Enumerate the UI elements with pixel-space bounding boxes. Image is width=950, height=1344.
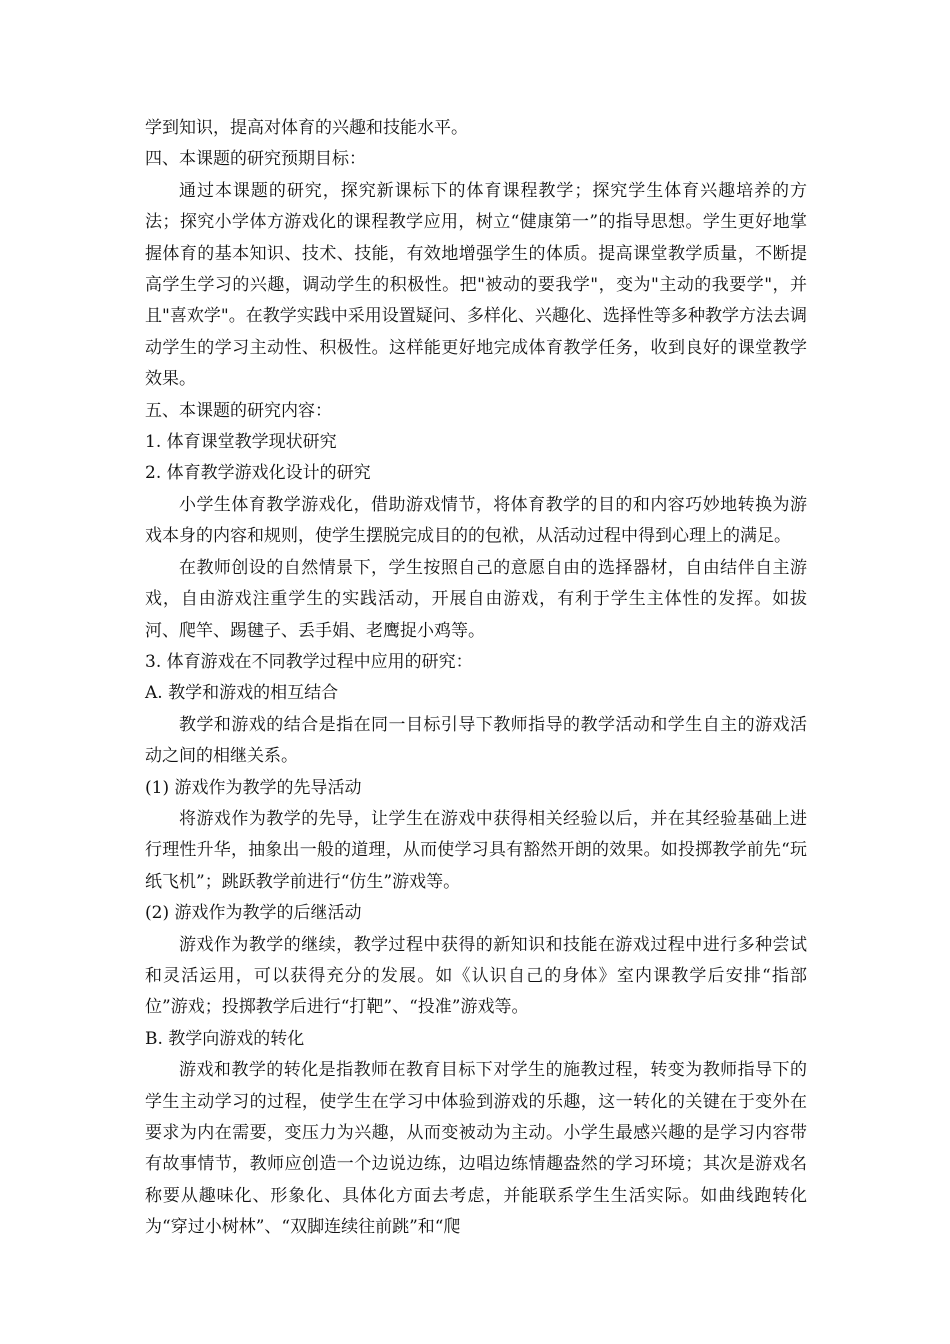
paragraph-combination: 教学和游戏的结合是指在同一目标引导下教师指导的教学活动和学生自主的游戏活动之间的相继关系。	[145, 714, 807, 767]
section-heading-4: 四、本课题的研究预期目标：	[145, 149, 366, 170]
section-heading-5: 五、本课题的研究内容：	[145, 400, 332, 421]
subheading-2: 2. 体育教学游戏化设计的研究	[145, 463, 371, 484]
continued-line: 学到知识，提高对体育的兴趣和技能水平。	[145, 118, 468, 138]
paragraph-free-play: 在教师创设的自然情景下，学生按照自己的意愿自由的选择器材，自由结伴自主游戏，自由游戏注重学生的实践活动，开展自由游戏，有利于学生主体性的发挥。如拔河、爬竿、踢毽子、丢手娟、老鹰捉小鸡等。	[145, 557, 807, 641]
paragraph-transformation: 游戏和教学的转化是指教师在教育目标下对学生的施教过程，转变为教师指导下的学生主动学习的过程，使学生在学习中体验到游戏的乐趣，这一转化的关键在于变外在要求为内在需要，变压力为兴趣，从而变被动为主动。小学生最感兴趣的是学习内容带有故事情节，教师应创造一个边说边练，边唱边练情趣盎然的学习环境；其次是游戏名称要从趣味化、形象化、具体化方面去考虑，并能联系学生生活实际。如曲线跑转化为“穿过小树林”、“双脚连续往前跳”和“爬	[145, 1060, 807, 1238]
subheading-1: 1. 体育课堂教学现状研究	[145, 432, 337, 453]
paragraph-gamification: 小学生体育教学游戏化，借助游戏情节，将体育教学的目的和内容巧妙地转换为游戏本身的内容和规则，使学生摆脱完成目的的包袱，从活动过程中得到心理上的满足。	[145, 494, 807, 547]
paragraph-follow-up: 游戏作为教学的继续，教学过程中获得的新知识和技能在游戏过程中进行多种尝试和灵活运用，可以获得充分的发展。如《认识自己的身体》室内课教学后安排“指部位”游戏；投掷教学后进行“打靶”、“投准”游戏等。	[145, 934, 807, 1018]
document-page	[145, 113, 807, 1244]
paragraph-goals: 通过本课题的研究，探究新课标下的体育课程教学；探究学生体育兴趣培养的方法；探究小学体方游戏化的课程教学应用，树立“健康第一”的指导思想。学生更好地掌握体育的基本知识、技术、技能，有效地增强学生的体质。提高课堂教学质量，不断提高学生学习的兴趣，调动学生的积极性。把"被动的要我学"，变为"主动的我要学"，并且"喜欢学"。在教学实践中采用设置疑问、多样化、兴趣化、选择性等多种教学方法去调动学生的学习主动性、积极性。这样能更好地完成体育教学任务，收到良好的课堂教学效果。	[145, 180, 807, 390]
subheading-3: 3. 体育游戏在不同教学过程中应用的研究：	[145, 651, 473, 672]
paragraph-prelude: 将游戏作为教学的先导，让学生在游戏中获得相关经验以后，并在其经验基础上进行理性升华，抽象出一般的道理，从而使学习具有豁然开朗的效果。如投掷教学前先“玩纸飞机”；跳跃教学前进行“仿生”游戏等。	[145, 808, 807, 892]
subheading-1-paren: (1) 游戏作为教学的先导活动	[145, 777, 362, 798]
subheading-b: B. 教学向游戏的转化	[145, 1028, 305, 1049]
subheading-2-paren: (2) 游戏作为教学的后继活动	[145, 903, 362, 924]
subheading-a: A. 教学和游戏的相互结合	[145, 683, 339, 704]
